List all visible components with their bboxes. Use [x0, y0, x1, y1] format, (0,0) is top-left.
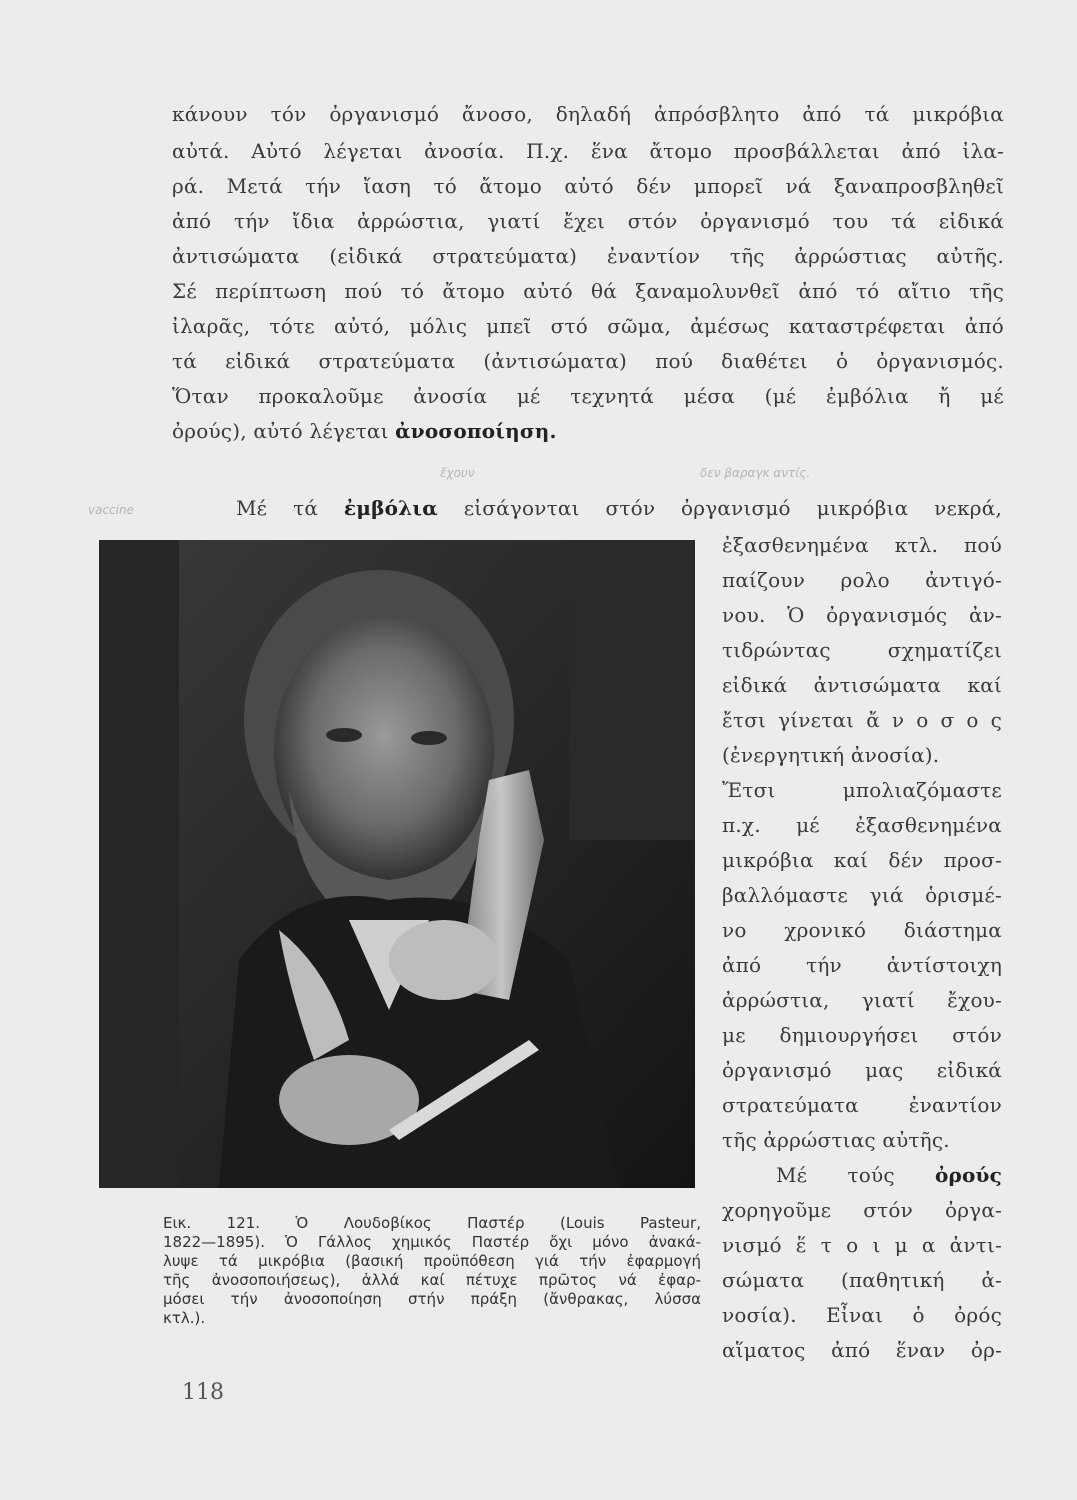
body-line-5: ἀντισώματα (εἰδικά στρατεύματα) ἐναντίον τῆς ἀρρώστιας αὐτῆς. [172, 244, 1004, 268]
figure-caption [163, 1214, 701, 1328]
right-line-16: ὀργανισμό μας εἰδικά [722, 1058, 1002, 1082]
body-line-6: Σέ περίπτωση πού τό ἄτομο αὐτό θά ξαναμολυνθεῖ ἀπό τό αἴτιο τῆς [172, 279, 1004, 303]
body-line-1: κάνουν τόν ὀργανισμό ἄνοσο, δηλαδή ἀπρόσβλητο ἀπό τά μικρόβια [172, 102, 1004, 126]
right-line-1: ἐξασθενημένα κτλ. πού [722, 533, 1002, 557]
right2-line-3: σώματα (παθητική ἀ- [722, 1268, 1002, 1292]
right-line-18: τῆς ἀρρώστιας αὐτῆς. [722, 1128, 950, 1152]
right2-line-5: αἵματος ἀπό ἕναν ὀρ- [722, 1338, 1002, 1362]
right-line-8: Ἔτσι μπολιαζόμαστε [722, 778, 1002, 802]
body-line-9: Ὅταν προκαλοῦμε ἀνοσία μέ τεχνητά μέσα (μέ ἐμβόλια ἤ μέ [172, 384, 1004, 408]
right-line-12: νο χρονικό διάστημα [722, 918, 1002, 942]
right-line-6: ἔτσι γίνεται ἄ ν ο σ ο ς [722, 708, 1002, 732]
serums-prefix: Μέ τούς [776, 1163, 935, 1187]
handwriting-above-2: δεν βαραγκ αντίς. [700, 466, 811, 480]
caption-line-4: τῆς ἀνοσοποιήσεως), ἀλλά καί πέτυχε πρῶτος νά ἐφαρ- [163, 1271, 701, 1289]
right-line-3: νου. Ὁ ὀργανισμός ἀν- [722, 603, 1002, 627]
pasteur-photograph [99, 540, 695, 1188]
right-line-4: τιδρώντας σχηματίζει [722, 638, 1002, 662]
right-line-serums [776, 1162, 1002, 1188]
caption-line-5: μόσει τήν ἀνοσοποίηση στήν πράξη (ἄνθρακας, λύσσα [163, 1290, 701, 1308]
margin-handwriting: vaccine [88, 503, 134, 517]
right2-line-4: νοσία). Εἶναι ὁ ὀρός [722, 1303, 1002, 1327]
page-number: 118 [182, 1380, 224, 1405]
body-line-2: αὐτά. Αὐτό λέγεται ἀνοσία. Π.χ. ἕνα ἄτομο προσβάλλεται ἀπό ἰλα- [172, 139, 1004, 163]
right2-line-2: νισμό ἕ τ ο ι μ α ἀντι- [722, 1233, 1002, 1257]
right-line-5: εἰδικά ἀντισώματα καί [722, 673, 1002, 697]
term-serums: ὀρούς [934, 1163, 1002, 1187]
caption-line-2: 1822—1895). Ὁ Γάλλος χημικός Παστέρ ὄχι μόνο ἀνακά- [163, 1233, 701, 1251]
line11-prefix: Μέ τά [236, 496, 344, 520]
right-line-9: π.χ. μέ ἐξασθενημένα [722, 813, 1002, 837]
right-line-13: ἀπό τήν ἀντίστοιχη [722, 953, 1002, 977]
body-line-7: ἰλαρᾶς, τότε αὐτό, μόλις μπεῖ στό σῶμα, ἀμέσως καταστρέφεται ἀπό [172, 314, 1004, 338]
term-vaccines: ἐμβόλια [343, 496, 438, 520]
body-line-10 [172, 418, 557, 444]
line10-text: ὀρούς), αὐτό λέγεται [172, 419, 396, 443]
right-line-7: (ἐνεργητική ἀνοσία). [722, 743, 940, 767]
right-line-11: βαλλόμαστε γιά ὁρισμέ- [722, 883, 1002, 907]
caption-line-3: λυψε τά μικρόβια (βασική προϋπόθεση γιά τήν ἐφαρμογή [163, 1252, 701, 1270]
handwriting-above-1: ἔχουν [440, 466, 475, 480]
caption-line-6: κτλ.). [163, 1309, 206, 1327]
right-line-15: με δημιουργήσει στόν [722, 1023, 1002, 1047]
body-line-4: ἀπό τήν ἴδια ἀρρώστια, γιατί ἔχει στόν ὀργανισμό του τά εἰδικά [172, 209, 1004, 233]
right-line-14: ἀρρώστια, γιατί ἔχου- [722, 988, 1002, 1012]
right-line-10: μικρόβια καί δέν προσ- [722, 848, 1002, 872]
right-line-17: στρατεύματα ἐναντίον [722, 1093, 1002, 1117]
right2-line-1: χορηγοῦμε στόν ὀργα- [722, 1198, 1002, 1222]
right-line-2: παίζουν ρολο ἀντιγό- [722, 568, 1002, 592]
body-line-3: ρά. Μετά τήν ἴαση τό ἄτομο αὐτό δέν μπορεῖ νά ξαναπροσβληθεῖ [172, 174, 1004, 198]
term-immunization: ἀνοσοποίηση. [395, 419, 557, 443]
caption-line-1: Εικ. 121. Ὁ Λουδοβίκος Παστέρ (Louis Pasteur, [163, 1214, 701, 1232]
pasteur-portrait-drawing [99, 540, 695, 1188]
body-line-11 [236, 495, 1002, 521]
line11-suffix: εἰσάγονται στόν ὀργανισμό μικρόβια νεκρά, [437, 496, 1002, 520]
body-line-8: τά εἰδικά στρατεύματα (ἀντισώματα) πού διαθέτει ὁ ὀργανισμός. [172, 349, 1004, 373]
